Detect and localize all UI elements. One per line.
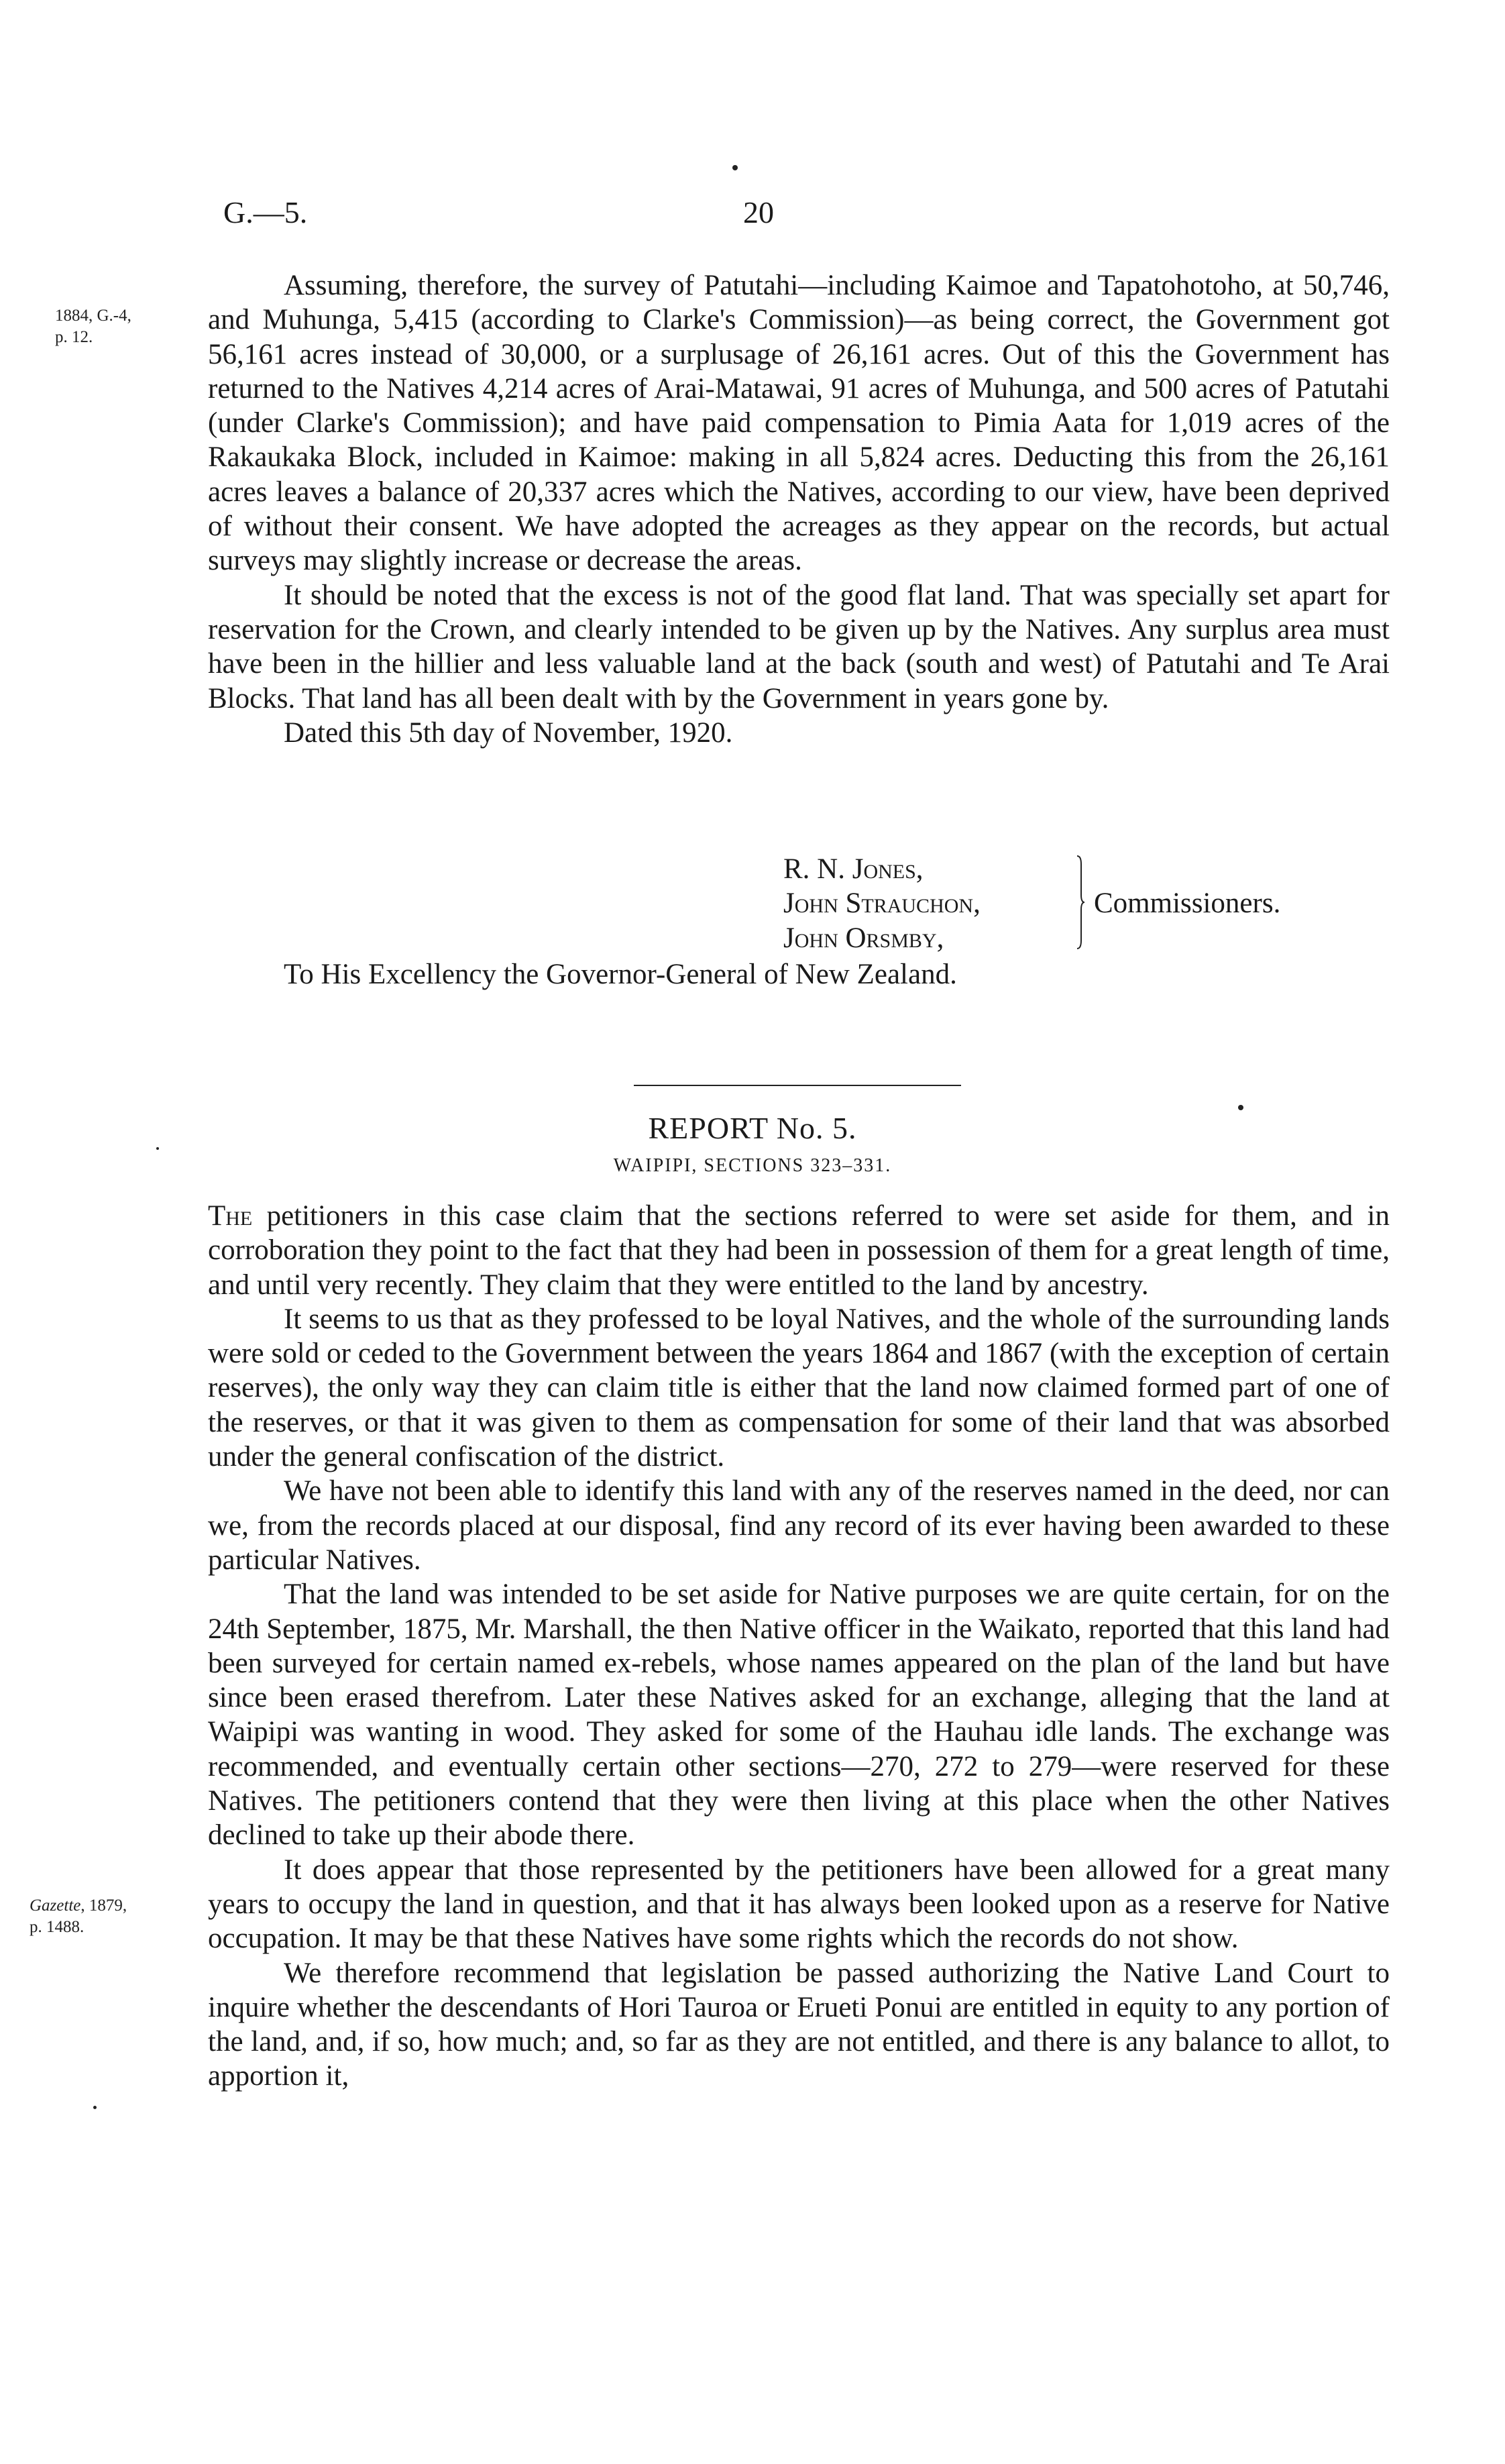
- paragraph-petition: [208, 1199, 1390, 1302]
- page-header: [0, 195, 1505, 242]
- addressee-text: To His Excellency the Governor-General of New Zealand.: [284, 959, 957, 990]
- gazette-year: , 1879,: [80, 1896, 127, 1915]
- page-number: 20: [743, 195, 774, 229]
- signatory-names: [783, 852, 981, 955]
- report-title: REPORT No. 5.: [648, 1111, 857, 1145]
- paragraph-recommendation: We therefore recommend that legislation be passed authorizing the Native Land Court to inquire whether the descendants of Hori Tauroa or Erueti Ponui are entitled in equity to any portion of the land, and, if so, how much; and, so far as they are not entitled, and there is any balance to allot, to apportion it,: [208, 1957, 1390, 2092]
- lead-word: The: [208, 1200, 253, 1232]
- paragraph-occupation: It does appear that those represented by the petitioners have been allowed for a great many years to occupy the land in question, and that it has always been looked upon as a reserve for Native occupation. It may be that these Natives have some rights which the records do not show.: [208, 1854, 1390, 1955]
- report-text: [208, 1199, 1390, 2094]
- margin-note-line: p. 12.: [55, 328, 93, 346]
- dated-line: Dated this 5th day of November, 1920.: [284, 716, 733, 749]
- paragraph-reserves: We have not been able to identify this land with any of the reserves named in the deed, nor can we, from the records placed at our disposal, find any record of its ever having been awarded to these particular Natives.: [208, 1475, 1390, 1576]
- print-speck: [156, 1147, 159, 1150]
- print-speck: [732, 165, 738, 170]
- margin-note-gazette: [30, 1895, 127, 1938]
- section-divider: [634, 1085, 961, 1086]
- signatory-name: John Orsmby,: [783, 922, 944, 954]
- margin-note-line: [30, 1895, 127, 1917]
- signatory-name: R. N. Jones,: [783, 853, 924, 885]
- signatory-name: John Strauchon,: [783, 888, 981, 920]
- document-reference: G.—5.: [223, 195, 308, 229]
- commissioners-title: Commissioners.: [1094, 888, 1281, 919]
- commission-text: [208, 268, 1390, 750]
- margin-note-line: 1884, G.-4,: [55, 307, 131, 325]
- paragraph-survey: Assuming, therefore, the survey of Patutahi—including Kaimoe and Tapatohotoho, at 50,746, and Muhunga, 5,415 (according to Clarke's Commission)—as being correct, the Government got 56,161 acres instead of 30,000, or a surplusage of 26,161 acres. Out of this the Government has returned to the Natives 4,214 acres of Arai-Matawai, 91 acres of Muhunga, and 500 acres of Patutahi (under Clarke's Commission); and have paid compensation to Pimia Aata for 1,019 acres of the Rakaukaka Block, included in Kaimoe: making in all 5,824 acres. Deducting this from the 26,161 acres leaves a balance of 20,337 acres which the Natives, according to our view, have been deprived of without their consent. We have adopted the acreages as they appear on the records, but actual surveys may slightly increase or decrease the areas.: [208, 270, 1390, 577]
- signature-brace: [1076, 855, 1085, 950]
- paragraph-native-purposes: That the land was intended to be set aside for Native purposes we are quite certain, for on the 24th September, 1875, Mr. Marshall, the then Native officer in the Waikato, reported that this land had been surveyed for certain named ex-rebels, whose names appeared on the plan of the land but have since been erased therefrom. Later these Natives asked for an exchange, alleging that the land at Waipipi was wanting in wood. They asked for some of the Hauhau idle lands. The exchange was recommended, and eventually certain other sections—270, 272 to 279—were reserved for these Natives. The petitioners contend that they were then living at this place when the other Natives declined to take up their abode there.: [208, 1578, 1390, 1852]
- addressee-line: [208, 957, 1390, 992]
- print-speck: [93, 2106, 97, 2109]
- paragraph-excess: It should be noted that the excess is not of the good flat land. That was specially set apart for reservation for the Crown, and clearly intended to be given up by the Natives. Any surplus area must have been in the hillier and less valuable land at the back (south and west) of Patutahi and Te Arai Blocks. That land has all been dealt with by the Government in years gone by.: [208, 579, 1390, 714]
- margin-note-1884: [55, 305, 131, 348]
- paragraph-petition-text: petitioners in this case claim that the sections referred to were set aside for them, and in corroboration they point to the fact that they had been in possession of them for a great length of time, and until very recently. They claim that they were entitled to the land by ancestry.: [208, 1200, 1390, 1301]
- report-subtitle: WAIPIPI, SECTIONS 323–331.: [613, 1155, 892, 1176]
- gazette-label: Gazette: [30, 1896, 81, 1915]
- paragraph-loyal-natives: It seems to us that as they professed to be loyal Natives, and the whole of the surrounding lands were sold or ceded to the Government between the years 1864 and 1867 (with the exception of certain reserves), the only way they can claim title is either that the land now claimed formed part of one of the reserves, or that it was given to them as compensation for some of their land that was absorbed under the general confiscation of the district.: [208, 1303, 1390, 1473]
- margin-note-line: p. 1488.: [30, 1918, 85, 1936]
- print-speck: [1238, 1105, 1243, 1110]
